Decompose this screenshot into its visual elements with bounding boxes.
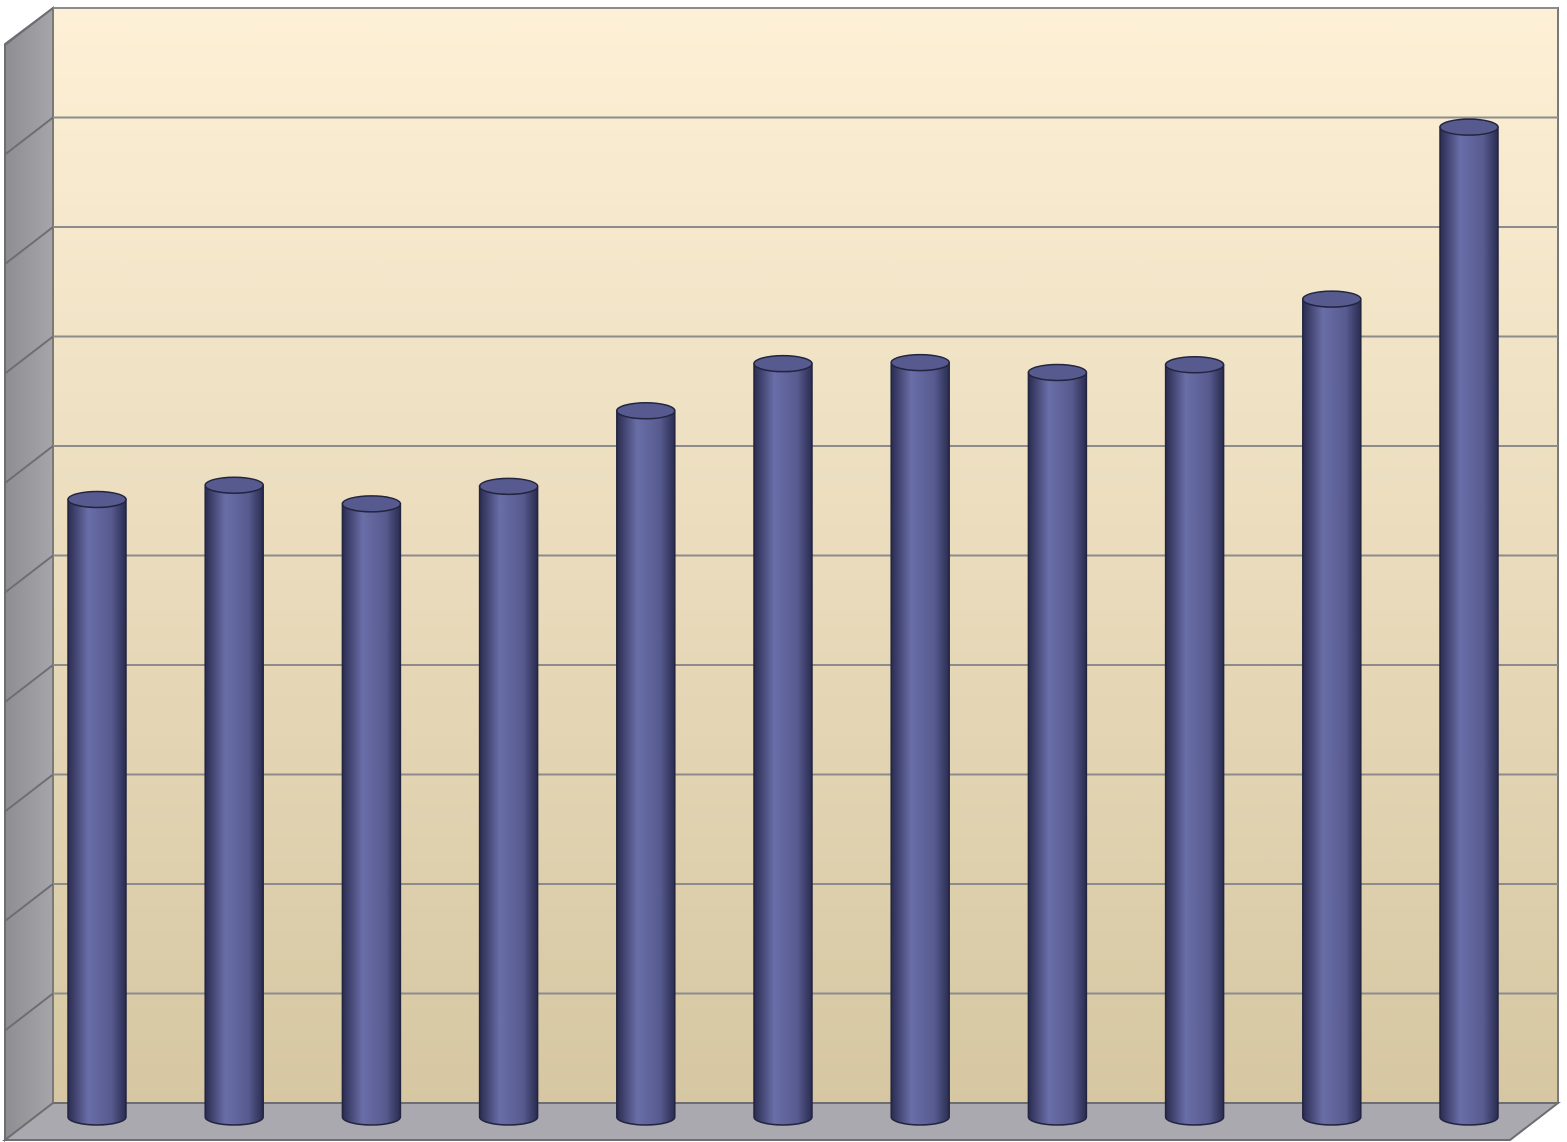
bar-body bbox=[1440, 127, 1498, 1125]
bar bbox=[891, 355, 949, 1125]
bar-body bbox=[480, 486, 538, 1125]
bar-body bbox=[891, 363, 949, 1125]
bar-top bbox=[754, 356, 812, 372]
bar bbox=[1028, 364, 1086, 1125]
bar-body bbox=[754, 364, 812, 1125]
bar-top bbox=[617, 403, 675, 419]
bar-body bbox=[205, 485, 263, 1125]
bar bbox=[480, 478, 538, 1125]
bar-top bbox=[342, 496, 400, 512]
bar-top bbox=[891, 355, 949, 371]
bar-top bbox=[205, 477, 263, 493]
bar-top bbox=[1028, 364, 1086, 380]
bar bbox=[1440, 119, 1498, 1125]
bar-body bbox=[342, 504, 400, 1125]
bar-body bbox=[617, 411, 675, 1125]
bar-top bbox=[1166, 357, 1224, 373]
bar-body bbox=[1303, 299, 1361, 1125]
bar-body bbox=[68, 499, 126, 1125]
bar bbox=[754, 356, 812, 1125]
bar bbox=[1303, 291, 1361, 1125]
bar-top bbox=[68, 491, 126, 507]
bar bbox=[205, 477, 263, 1125]
bar bbox=[1166, 357, 1224, 1125]
bar bbox=[68, 491, 126, 1125]
bar bbox=[617, 403, 675, 1125]
bar-body bbox=[1166, 365, 1224, 1125]
bar-top bbox=[480, 478, 538, 494]
bar-top bbox=[1440, 119, 1498, 135]
bar bbox=[342, 496, 400, 1125]
bar-top bbox=[1303, 291, 1361, 307]
bar-body bbox=[1028, 372, 1086, 1125]
